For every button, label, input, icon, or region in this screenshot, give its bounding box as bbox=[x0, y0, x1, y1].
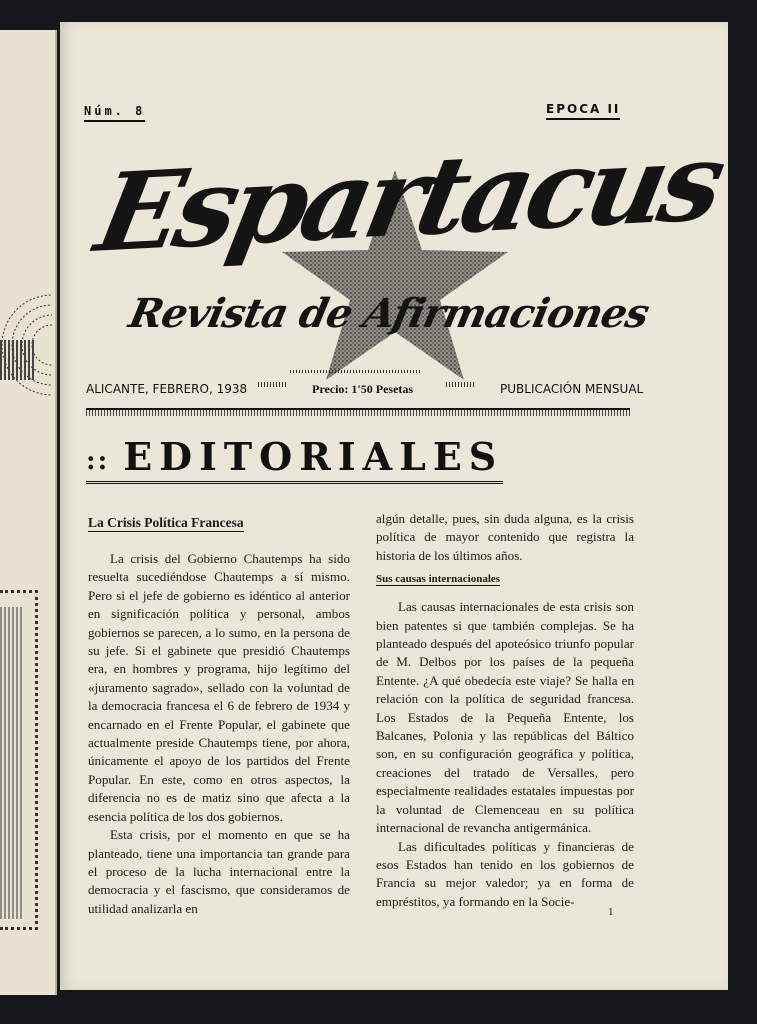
dotted-separator bbox=[258, 382, 288, 387]
article-paragraph: La crisis del Gobierno Chautemps ha sido resuelta sucediéndose Chautemps a sí mismo. Pero si el jefe de gobierno es idéntico al anterior en significación política y personal, ambos gobiernos se parecen, a lo sumo, en la persona de su jefe. Si el gabinete que presidió Chautemps era, en hombres y programa, hijo legítimo del «juramento sagrado», sellado con la voluntad de la democracia francesa el 6 de febrero de 1934 y encarnado en el Frente Popular, el gabinete que actualmente preside Chautemps tiene, por ahora, únicamente el apoyo de los partidos del Frente Popular. En este, como en otros aspectos, la diferencia no es de matiz sino que afecta a la esencia política de los dos gobiernos. bbox=[88, 551, 350, 824]
magazine-page bbox=[60, 22, 728, 990]
price: Precio: 1'50 Pesetas bbox=[312, 382, 414, 396]
article-heading: La Crisis Política Francesa bbox=[88, 515, 244, 530]
section-heading bbox=[86, 434, 503, 484]
article-paragraph: algún detalle, pues, sin duda alguna, es la crisis política de mayor contenido que registra la historia de los últimos años. bbox=[376, 511, 634, 563]
dotted-separator bbox=[446, 382, 476, 387]
decorative-stripes bbox=[0, 340, 36, 380]
page-number: 1 bbox=[608, 906, 614, 918]
masthead bbox=[70, 119, 730, 380]
decorative-frame bbox=[0, 590, 38, 930]
frame-hatching bbox=[0, 607, 24, 919]
magazine-subtitle: Revista de Afirmaciones bbox=[125, 290, 653, 337]
article-paragraph: Las causas internacionales de esta crisis son bien patentes si que también complejas. Se ha planteado después del apoteósico triunfo popular de M. Delbos por los países de la pequeña Entente. ¿A qué obedecía este viaje? Se halla en relación con la política de seguridad francesa. Los Estados de la Pequeña Entente, los Balcanes, Polonia y las repúblicas del Báltico son, en su configuración geográfica y política, creaciones del tratado de Versalles, pero especialmente realidades estatales impuestas por la voluntad de Clemenceau en su política internacional de revancha antigermánica. bbox=[376, 599, 634, 836]
publication-info bbox=[86, 382, 644, 402]
section-title: EDITORIALES bbox=[123, 434, 504, 479]
frequency: PUBLICACIÓN MENSUAL bbox=[500, 382, 644, 396]
place-date: ALICANTE, FEBRERO, 1938 bbox=[86, 382, 248, 396]
epoch-label: EPOCA II bbox=[546, 102, 620, 120]
article-paragraph: Esta crisis, por el momento en que se ha planteado, tiene una importancia tan grande para el proceso de la lucha internacional entre la democracia y el fascismo, que consideramos de utilidad analizarla en bbox=[88, 827, 350, 916]
issue-number: Núm. 8 bbox=[84, 104, 145, 122]
article-subheading: Sus causas internacionales bbox=[376, 573, 501, 586]
article-left-column bbox=[88, 514, 350, 918]
thick-rule bbox=[86, 408, 630, 416]
magazine-title: Espartacus bbox=[86, 119, 730, 277]
ornament-rule bbox=[290, 370, 420, 373]
article-right-column bbox=[376, 510, 634, 911]
article-paragraph: Las dificultades políticas y financieras de esos Estados han tenido en los gobiernos de Francia su mejor valedor; ya en forma de empréstitos, ya formando en la Socie- bbox=[376, 838, 634, 909]
facing-page-edge bbox=[0, 30, 57, 995]
section-colons: :: bbox=[86, 445, 110, 476]
